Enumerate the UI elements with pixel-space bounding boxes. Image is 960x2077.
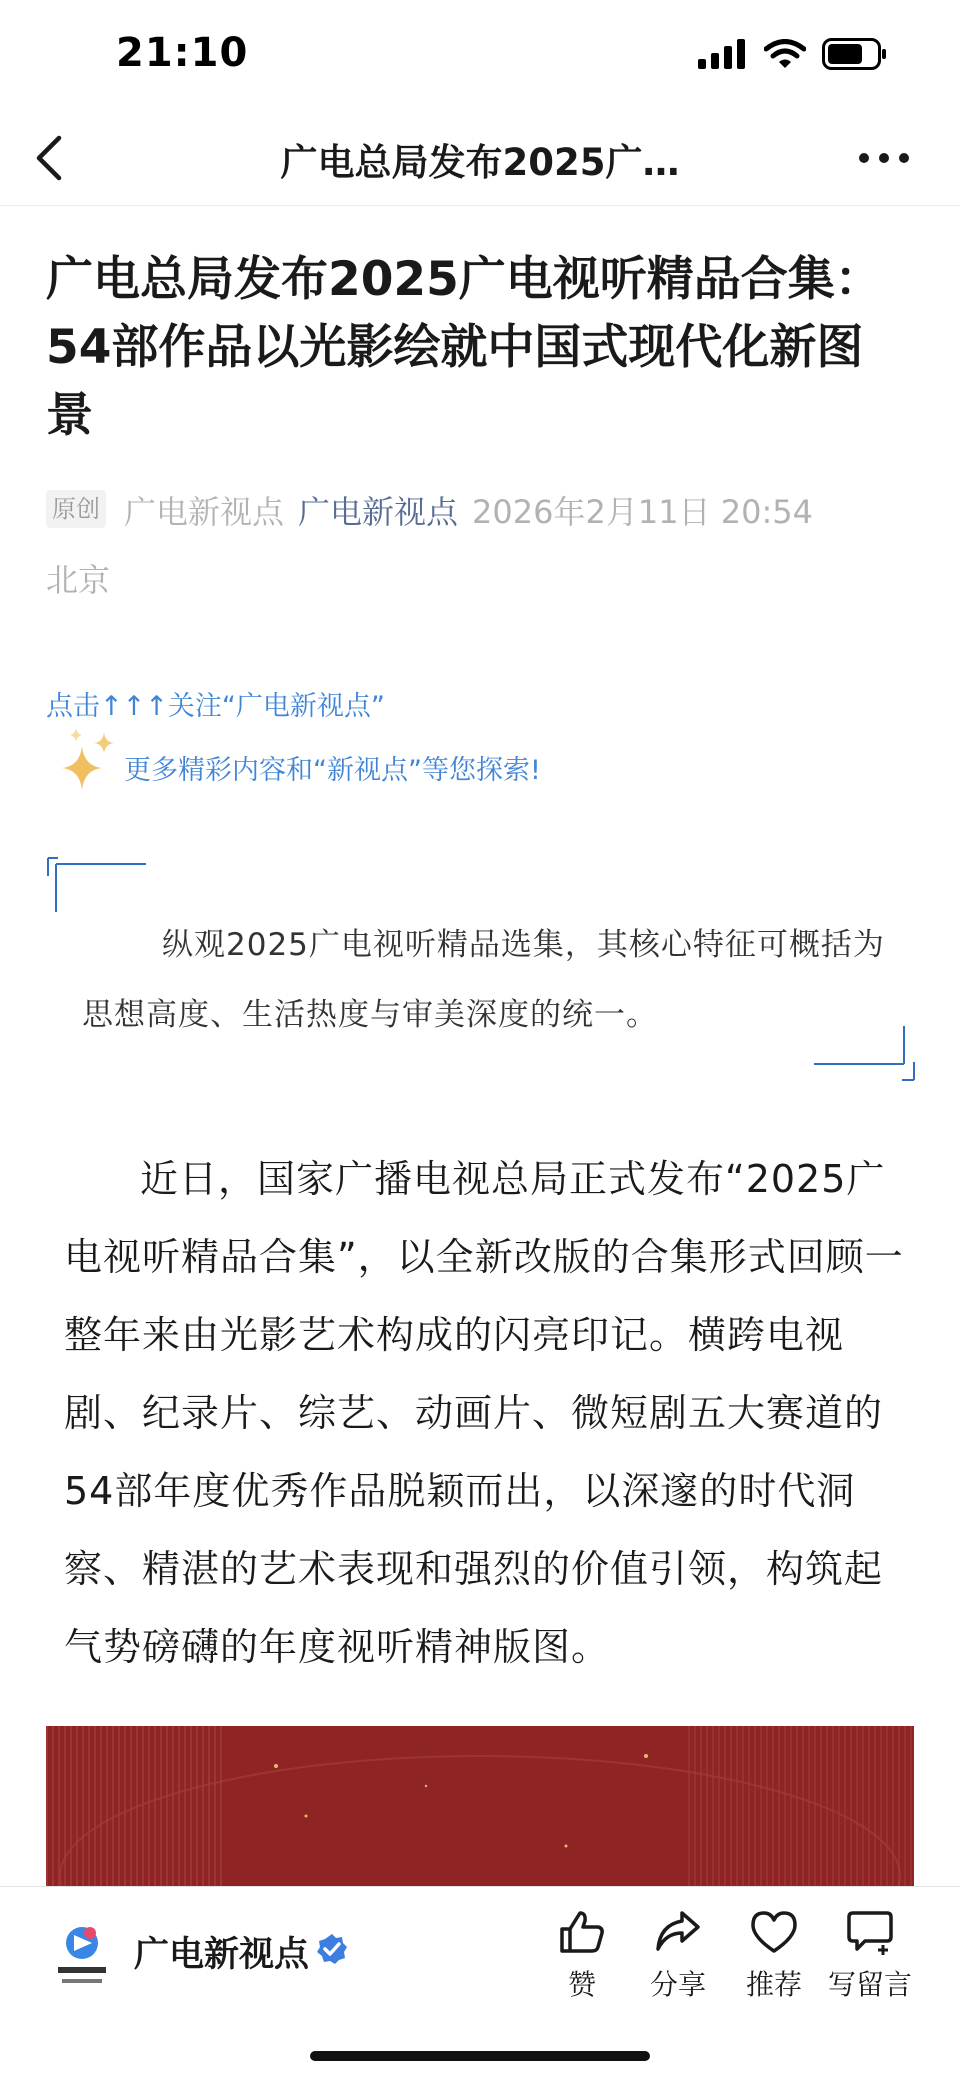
- follow-prompt[interactable]: 点击↑↑↑关注“广电新视点”: [46, 691, 385, 722]
- recommend-label: 推荐: [745, 1968, 802, 2001]
- status-time: 21:10: [116, 30, 249, 76]
- article-title: 广电总局发布2025广电视听精品合集：54部作品以光影绘就中国式现代化新图景: [46, 252, 882, 443]
- signal-icon: [698, 39, 748, 69]
- thumbs-up-icon: [558, 1909, 606, 1955]
- status-icons: [698, 38, 888, 70]
- nav-title: 广电总局发布2025广…: [280, 141, 680, 184]
- share-button[interactable]: [628, 1909, 728, 2003]
- article-body: 近日，国家广播电视总局正式发布“2025广电视听精品合集”，以全新改版的合集形式回顾一整年来由光影艺术构成的闪亮印记。横跨电视剧、纪录片、综艺、动画片、微短剧五大赛道的54部年度优秀作品脱颖而出，以深邃的时代洞察、精湛的艺术表现和强烈的价值引领，构筑起气势磅礴的年度视听精神版图。: [64, 1157, 904, 1669]
- account-link[interactable]: 广电新视点: [298, 493, 459, 531]
- share-icon: [654, 1909, 702, 1955]
- sparkle-icon: [56, 728, 118, 792]
- heart-icon: [749, 1909, 799, 1955]
- verified-icon: [316, 1933, 348, 1965]
- explore-prompt: 更多精彩内容和“新视点”等您探索!: [124, 755, 541, 786]
- more-button[interactable]: [834, 132, 934, 184]
- article-image: [46, 1726, 914, 1886]
- recommend-button[interactable]: [724, 1909, 824, 2003]
- author-name: 广电新视点: [124, 493, 285, 531]
- quote-corner-top-left: [46, 856, 146, 916]
- original-badge: 原创: [46, 490, 106, 528]
- comment-label: 写留言: [827, 1968, 912, 2001]
- comment-button[interactable]: [820, 1909, 920, 2003]
- wifi-icon: [764, 39, 806, 69]
- account-name[interactable]: 广电新视点: [134, 1935, 310, 1975]
- quote-text: 纵观2025广电视听精品选集，其核心特征可概括为思想高度、生活热度与审美深度的统一。: [82, 927, 885, 1033]
- article-meta: [46, 478, 926, 614]
- nav-bar: [0, 110, 960, 206]
- more-dot: [899, 153, 909, 163]
- more-dot: [879, 153, 889, 163]
- like-label: 赞: [567, 1968, 596, 2001]
- home-indicator: [310, 2051, 650, 2061]
- more-dots-icon: [859, 153, 869, 163]
- back-button[interactable]: [20, 130, 76, 186]
- publish-datetime: 2026年2月11日 20:54: [472, 493, 813, 531]
- bottom-bar: [0, 1886, 960, 2077]
- like-button[interactable]: [532, 1909, 632, 2003]
- status-bar: [0, 0, 960, 110]
- share-label: 分享: [649, 1968, 706, 2001]
- publish-location: 北京: [46, 561, 111, 599]
- quote-corner-bottom-right: [814, 1022, 918, 1082]
- account-logo[interactable]: [54, 1923, 110, 1993]
- battery-icon: [822, 38, 888, 70]
- comment-icon: [845, 1909, 895, 1955]
- chevron-left-icon: [33, 135, 63, 181]
- image-decoration: [46, 1726, 914, 1886]
